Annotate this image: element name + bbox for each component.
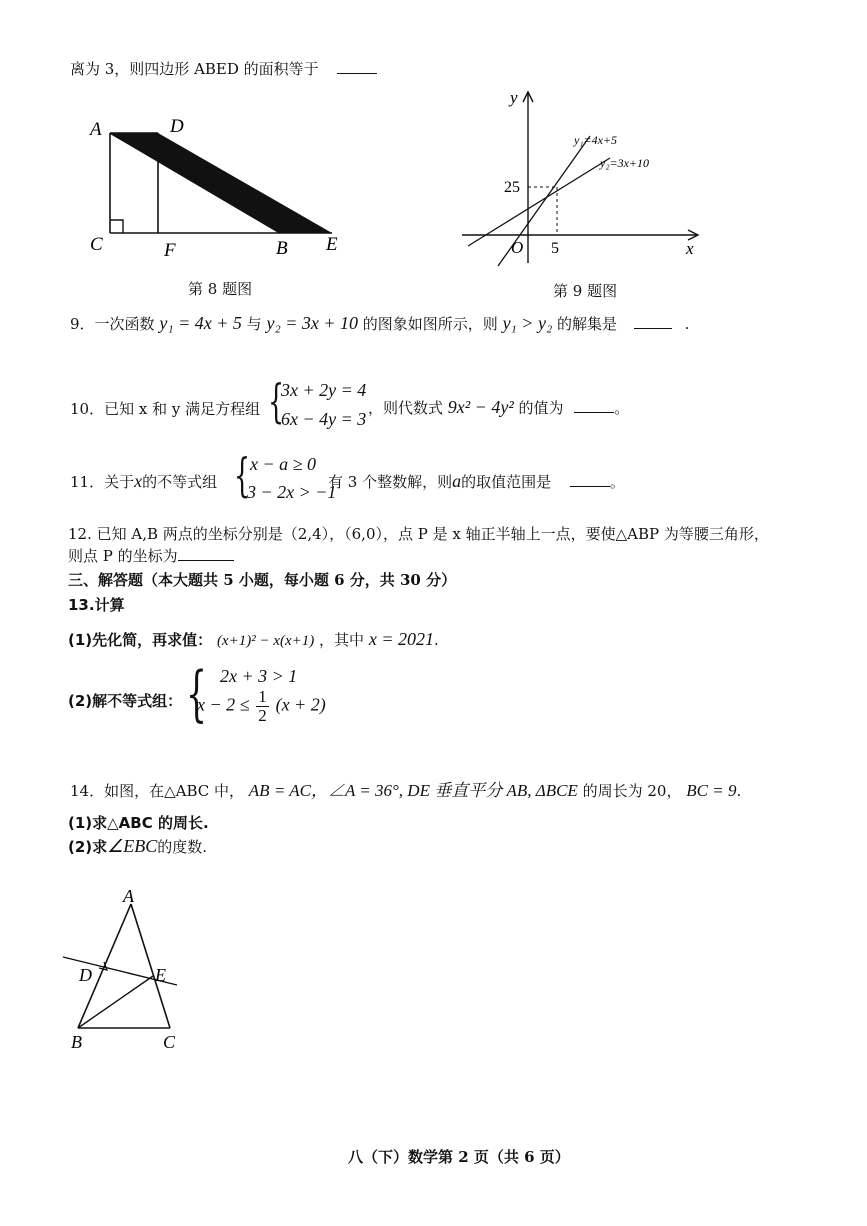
q9-line1-label: y₁=4x+5 (574, 133, 618, 147)
q14-label-a: A (123, 886, 134, 906)
q11-brace: { (234, 448, 251, 502)
answer-blank (178, 548, 234, 561)
q8-label-f: F (164, 240, 176, 261)
q13-part1: (1)先化简，再求值： (x+1)² − x(x+1) ，其中 x = 2021. (68, 629, 439, 649)
q14-label-d: D (79, 965, 92, 985)
q14-label-b: B (71, 1032, 82, 1052)
q9-tick-x: 5 (551, 240, 559, 257)
q8-tail-text: 离为 3，则四边形 ABED 的面积等于 (70, 58, 377, 79)
q9-x-axis-label: x (686, 239, 694, 258)
q14-label-e: E (155, 965, 166, 985)
q11-question-tail: 有 3 个整数解，则a的取值范围是 。 (328, 471, 625, 491)
q14-part1: (1)求△ABC 的周长. (68, 814, 209, 832)
q8-label-b: B (276, 238, 288, 259)
q14-conditions: AB = AC，∠A = 36°, DE 垂直平分 AB, ΔBCE (248, 781, 578, 800)
q9-caption: 第 9 题图 (553, 282, 618, 300)
q9-eq2: y₂ = 3x + 10 (266, 313, 358, 333)
q10-brace: { (268, 374, 285, 428)
q9-figure (460, 88, 710, 268)
q13-p1-expr: (x+1)² − x(x+1) (216, 633, 315, 649)
q13-brace: { (186, 659, 208, 729)
q10-eq-line2: 6x − 4y = 3 (281, 409, 367, 429)
q9-ineq: y₁ > y₂ (502, 313, 553, 333)
q13-title: 13.计算 (68, 596, 125, 614)
q14-figure (55, 885, 195, 1055)
q10-eq-line1: 3x + 2y = 4 (281, 380, 367, 400)
answer-blank (634, 316, 672, 329)
q11-ineq-line1: x − a ≥ 0 (250, 454, 317, 474)
q11-ineq-line2: 3 − 2x > −1 (247, 482, 337, 502)
q11-question-lead: 11．关于x的不等式组 (70, 471, 218, 491)
line-y2 (468, 158, 610, 246)
q13-p2-line1: 2x + 3 > 1 (220, 666, 298, 686)
q10-question-tail: ，则代数式 9x² − 4y² 的值为 。 (368, 397, 630, 417)
q13-part2-label: (2)解不等式组： (68, 692, 183, 710)
q13-fraction: $\frac{1}{2}$ (258, 687, 267, 725)
q10-expr: 9x² − 4y² (447, 397, 514, 417)
answer-blank (574, 400, 614, 413)
q14-stem: 14．如图，在△ABC 中， AB = AC，∠A = 36°, DE 垂直平分 AB, ΔBCE 的周长为 20， BC = 9. (70, 781, 742, 800)
q8-label-c: C (90, 234, 103, 255)
q9-line2-label: y₂=3x+10 (600, 156, 650, 170)
q12-line1: 12. 已知 A,B 两点的坐标分别是（2,4），（6,0），点 P 是 x 轴正半轴上一点，要使△ABP 为等腰三角形， (68, 525, 769, 543)
page-footer: 八（下）数学第 2 页（共 6 页） (348, 1148, 570, 1166)
q8-shaded-region (110, 133, 332, 233)
q9-origin-label: O (511, 238, 524, 257)
q8-caption: 第 8 题图 (188, 280, 253, 298)
q9-tick-y: 25 (504, 179, 520, 196)
q12-line2: 则点 P 的坐标为 (68, 545, 234, 566)
q13-p1-cond: x = 2021 (368, 629, 434, 649)
q9-question: 9．一次函数 y₁ = 4x + 5 与 y₂ = 3x + 10 的图象如图所示，则 y₁ > y₂ 的解集是 . (70, 313, 690, 333)
q8-label-d: D (170, 116, 184, 137)
q9-eq1: y₁ = 4x + 5 (159, 313, 242, 333)
q13-p2-line2: x − 2 ≤ $\frac{1}{2}$ (x + 2) (197, 687, 326, 725)
q8-figure (80, 108, 350, 268)
section-heading: 三、解答题（本大题共 5 小题，每小题 6 分，共 30 分） (68, 571, 457, 589)
q10-question-lead: 10．已知 x 和 y 满足方程组 (70, 400, 261, 418)
q9-y-axis-label: y (510, 88, 518, 107)
q14-part2: (2)求∠EBC的度数. (68, 836, 208, 856)
q8-label-a: A (90, 119, 102, 140)
q14-label-c: C (163, 1032, 176, 1052)
answer-blank (337, 61, 377, 74)
answer-blank (570, 474, 610, 487)
q8-label-e: E (326, 234, 338, 255)
